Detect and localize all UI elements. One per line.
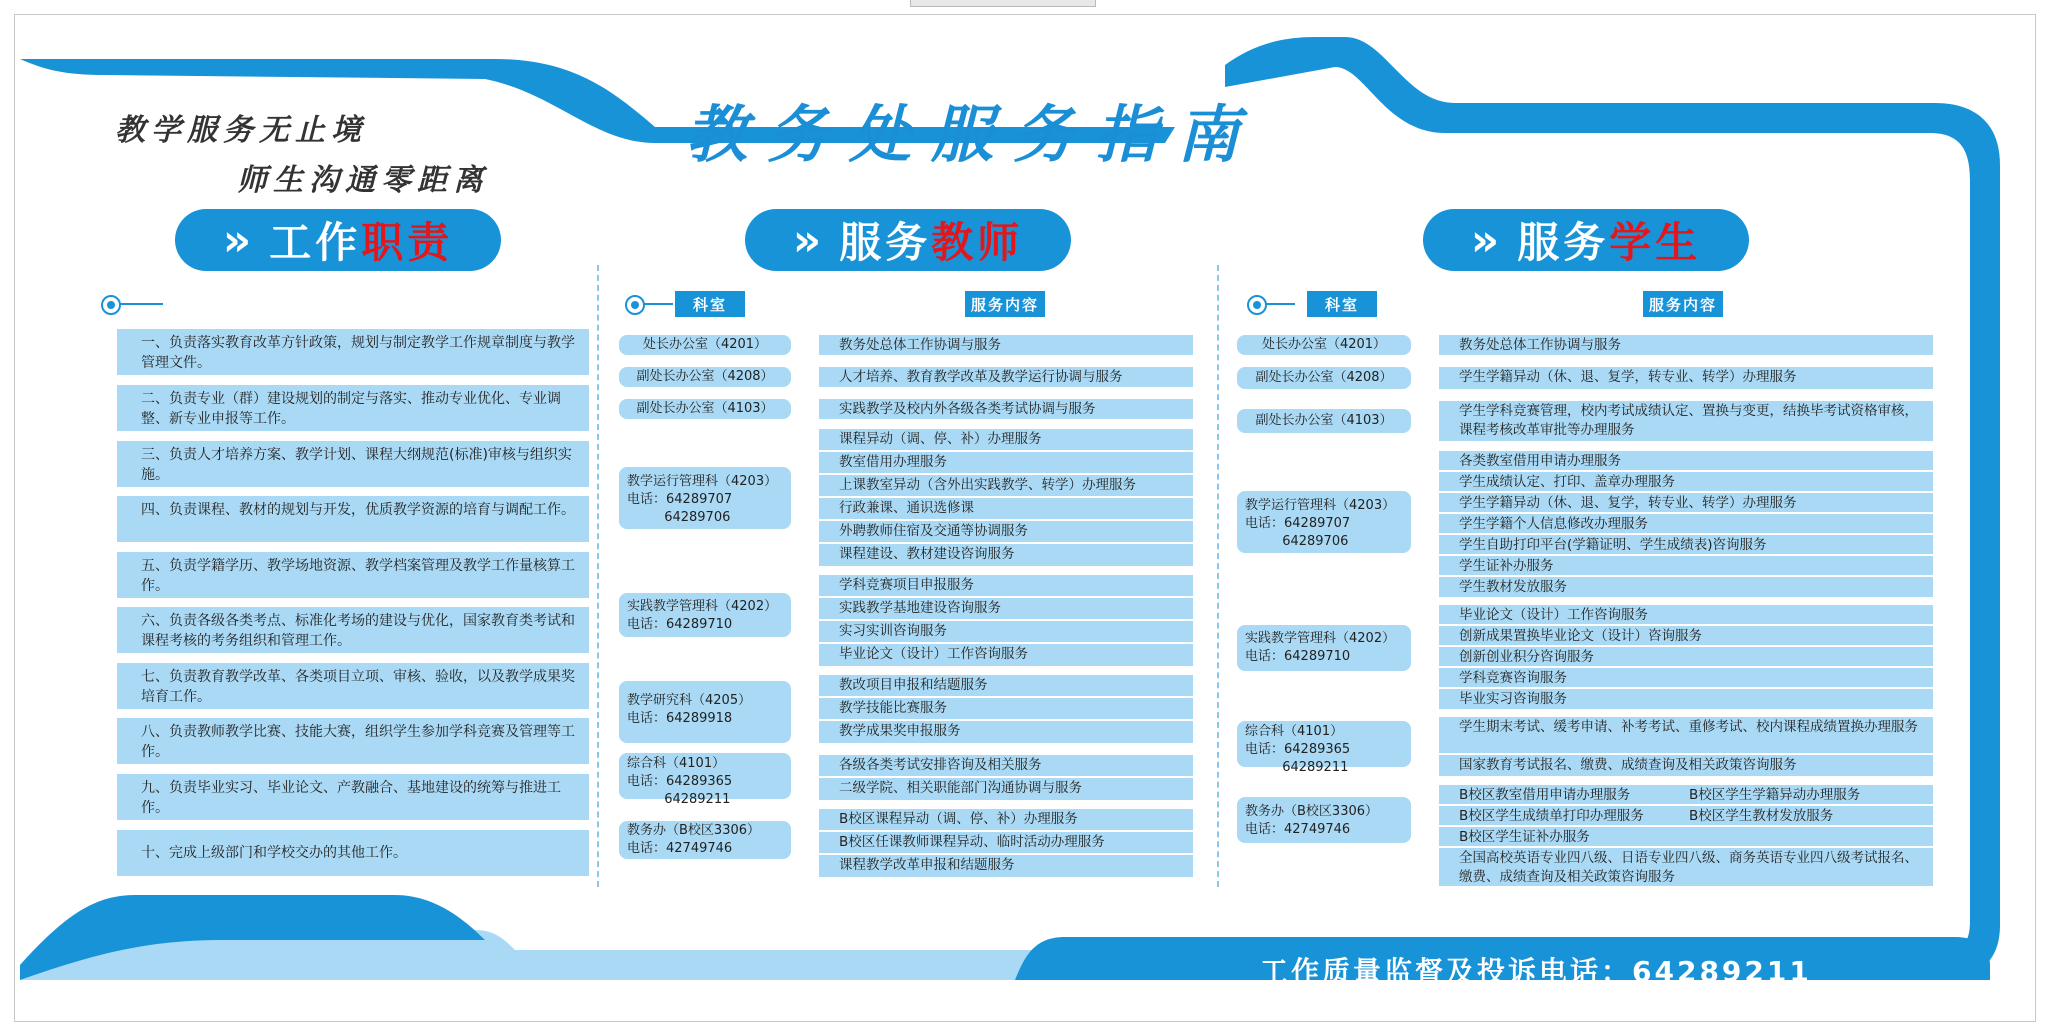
teacher-service-item: B校区课程异动（调、停、补）办理服务 <box>819 809 1193 832</box>
student-service-item: B校区学生教材发放服务 <box>1689 808 1834 824</box>
teacher-service-item: 各级各类考试安排咨询及相关服务 <box>819 755 1193 778</box>
duty-item: 一、负责落实教育改革方针政策，规划与制定教学工作规章制度与教学管理文件。 <box>117 329 589 375</box>
teacher-content-header: 服务内容 <box>965 291 1045 317</box>
section-students-highlight: 学生 <box>1609 218 1702 267</box>
teacher-service-item: 课程教学改革申报和结题服务 <box>819 855 1193 877</box>
section-teachers-highlight: 教师 <box>931 218 1024 267</box>
header-line <box>119 303 163 305</box>
teacher-service-item: 课程异动（调、停、补）办理服务 <box>819 429 1193 452</box>
target-circle-icon <box>1247 295 1267 315</box>
slogan-line-2: 师生沟通零距离 <box>237 163 489 198</box>
student-dept: 综合科（4101） 电话：64289365 64289211 <box>1237 721 1411 767</box>
duty-item: 九、负责毕业实习、毕业论文、产教融合、基地建设的统筹与推进工作。 <box>117 774 589 820</box>
student-content-header: 服务内容 <box>1643 291 1723 317</box>
teacher-dept: 教学研究科（4205） 电话：64289918 <box>619 681 791 743</box>
student-dept: 实践教学管理科（4202） 电话：64289710 <box>1237 625 1411 671</box>
top-tab-decoration <box>910 0 1096 7</box>
double-chevron-icon: » <box>222 214 256 266</box>
target-circle-icon <box>625 295 645 315</box>
student-service-item: 国家教育考试报名、缴费、成绩查询及相关政策咨询服务 <box>1439 755 1933 776</box>
teacher-dept: 教学运行管理科（4203） 电话：64289707 64289706 <box>619 467 791 529</box>
double-chevron-icon: » <box>1470 214 1504 266</box>
student-service-item: 学生学科竞赛管理，校内考试成绩认定、置换与变更，结换毕考试资格审核，课程考核改革审批等办理服务 <box>1439 401 1933 441</box>
student-service-item: 学生自助打印平台(学籍证明、学生成绩表)咨询服务 <box>1439 535 1933 556</box>
double-chevron-icon: » <box>792 214 826 266</box>
column-divider <box>597 265 599 887</box>
student-service-item: B校区学生成绩单打印办理服务 <box>1459 808 1644 824</box>
teacher-service-item: 实践教学及校内外各级各类考试协调与服务 <box>819 399 1193 419</box>
student-service-item: 学生学籍个人信息修改办理服务 <box>1439 514 1933 535</box>
section-duties-prefix: 工作 <box>269 218 362 267</box>
duty-item: 五、负责学籍学历、教学场地资源、教学档案管理及教学工作量核算工作。 <box>117 552 589 598</box>
student-service-item: 毕业实习咨询服务 <box>1439 689 1933 709</box>
duty-item: 六、负责各级各类考点、标准化考场的建设与优化，国家教育类考试和课程考核的考务组织和管理工作。 <box>117 607 589 653</box>
teacher-service-item: 教学技能比赛服务 <box>819 698 1193 721</box>
column-divider <box>1217 265 1219 887</box>
teacher-dept: 教务办（B校区3306） 电话：42749746 <box>619 821 791 859</box>
page-title: 教务处服务指南 <box>685 98 1260 171</box>
target-circle-icon <box>101 295 121 315</box>
teacher-service-item: 教改项目申报和结题服务 <box>819 675 1193 698</box>
teacher-service-item: 毕业论文（设计）工作咨询服务 <box>819 644 1193 666</box>
student-service-item: B校区学生证补办服务 <box>1439 827 1933 848</box>
student-service-item: 全国高校英语专业四八级、日语专业四八级、商务英语专业四八级考试报名、缴费、成绩查询及相关政策咨询服务 <box>1439 848 1933 886</box>
duty-item: 八、负责教师教学比赛、技能大赛，组织学生参加学科竞赛及管理等工作。 <box>117 718 589 764</box>
teacher-service-item: 人才培养、教育教学改革及教学运行协调与服务 <box>819 367 1193 387</box>
student-service-item: 学科竞赛咨询服务 <box>1439 668 1933 689</box>
teacher-dept: 副处长办公室（4103） <box>619 399 791 419</box>
student-dept: 处长办公室（4201） <box>1237 335 1411 355</box>
duty-item: 七、负责教育教学改革、各类项目立项、审核、验收，以及教学成果奖培育工作。 <box>117 663 589 709</box>
student-office-header: 科室 <box>1307 291 1377 317</box>
student-service-item: 各类教室借用申请办理服务 <box>1439 451 1933 472</box>
duty-item: 十、完成上级部门和学校交办的其他工作。 <box>117 830 589 876</box>
header-line <box>1265 303 1295 305</box>
student-dept: 副处长办公室（4103） <box>1237 409 1411 433</box>
student-service-item: 教务处总体工作协调与服务 <box>1439 335 1933 355</box>
student-service-item: 创新成果置换毕业论文（设计）咨询服务 <box>1439 626 1933 647</box>
header-line <box>643 303 673 305</box>
student-dept: 副处长办公室（4208） <box>1237 367 1411 389</box>
section-duties-highlight: 职责 <box>361 218 454 267</box>
teacher-service-item: 教务处总体工作协调与服务 <box>819 335 1193 355</box>
teacher-service-item: 二级学院、相关职能部门沟通协调与服务 <box>819 778 1193 800</box>
student-service-item: B校区教室借用申请办理服务 <box>1459 787 1631 803</box>
teacher-dept: 处长办公室（4201） <box>619 335 791 355</box>
teacher-dept: 副处长办公室（4208） <box>619 367 791 387</box>
duty-item: 四、负责课程、教材的规划与开发，优质教学资源的培育与调配工作。 <box>117 496 589 542</box>
duty-item: 三、负责人才培养方案、教学计划、课程大纲规范(标准)审核与组织实施。 <box>117 441 589 487</box>
student-service-item: 毕业论文（设计）工作咨询服务 <box>1439 605 1933 626</box>
student-service-item: B校区学生学籍异动办理服务 <box>1689 787 1861 803</box>
section-students-prefix: 服务 <box>1517 218 1610 267</box>
teacher-service-item: 行政兼课、通识选修课 <box>819 498 1193 521</box>
teacher-service-item: 外聘教师住宿及交通等协调服务 <box>819 521 1193 544</box>
student-service-row <box>1439 785 1933 806</box>
slogan-line-1: 教学服务无止境 <box>115 113 367 148</box>
student-service-item: 学生学籍异动（休、退、复学，转专业、转学）办理服务 <box>1439 367 1933 389</box>
complaint-hotline: 工作质量监督及投诉电话：64289211 <box>1260 955 1812 988</box>
section-teachers-prefix: 服务 <box>839 218 932 267</box>
section-duties-pill <box>175 209 501 271</box>
student-service-item: 学生证补办服务 <box>1439 556 1933 577</box>
teacher-service-item: 实践教学基地建设咨询服务 <box>819 598 1193 621</box>
teacher-service-item: 课程建设、教材建设咨询服务 <box>819 544 1193 566</box>
student-dept: 教务办（B校区3306） 电话：42749746 <box>1237 797 1411 843</box>
student-service-item: 学生教材发放服务 <box>1439 577 1933 597</box>
teacher-service-item: 教室借用办理服务 <box>819 452 1193 475</box>
teacher-service-item: 教学成果奖申报服务 <box>819 721 1193 743</box>
section-teachers-pill <box>745 209 1071 271</box>
teacher-service-item: 学科竞赛项目申报服务 <box>819 575 1193 598</box>
guide-board <box>14 14 2036 1022</box>
student-service-item: 学生成绩认定、打印、盖章办理服务 <box>1439 472 1933 493</box>
teacher-service-item: 上课教室异动（含外出实践教学、转学）办理服务 <box>819 475 1193 498</box>
teacher-dept: 综合科（4101） 电话：64289365 64289211 <box>619 753 791 799</box>
duty-item: 二、负责专业（群）建设规划的制定与落实、推动专业优化、专业调整、新专业申报等工作。 <box>117 385 589 431</box>
student-service-item: 学生学籍异动（休、退、复学，转专业、转学）办理服务 <box>1439 493 1933 514</box>
student-dept: 教学运行管理科（4203） 电话：64289707 64289706 <box>1237 491 1411 553</box>
teacher-dept: 实践教学管理科（4202） 电话：64289710 <box>619 593 791 637</box>
student-service-item: 创新创业积分咨询服务 <box>1439 647 1933 668</box>
student-service-item: 学生期末考试、缓考申请、补考考试、重修考试、校内课程成绩置换办理服务 <box>1439 717 1933 755</box>
teacher-service-item: 实习实训咨询服务 <box>819 621 1193 644</box>
teacher-service-item: B校区任课教师课程异动、临时活动办理服务 <box>819 832 1193 855</box>
teacher-office-header: 科室 <box>675 291 745 317</box>
student-service-row <box>1439 806 1933 827</box>
section-students-pill <box>1423 209 1749 271</box>
